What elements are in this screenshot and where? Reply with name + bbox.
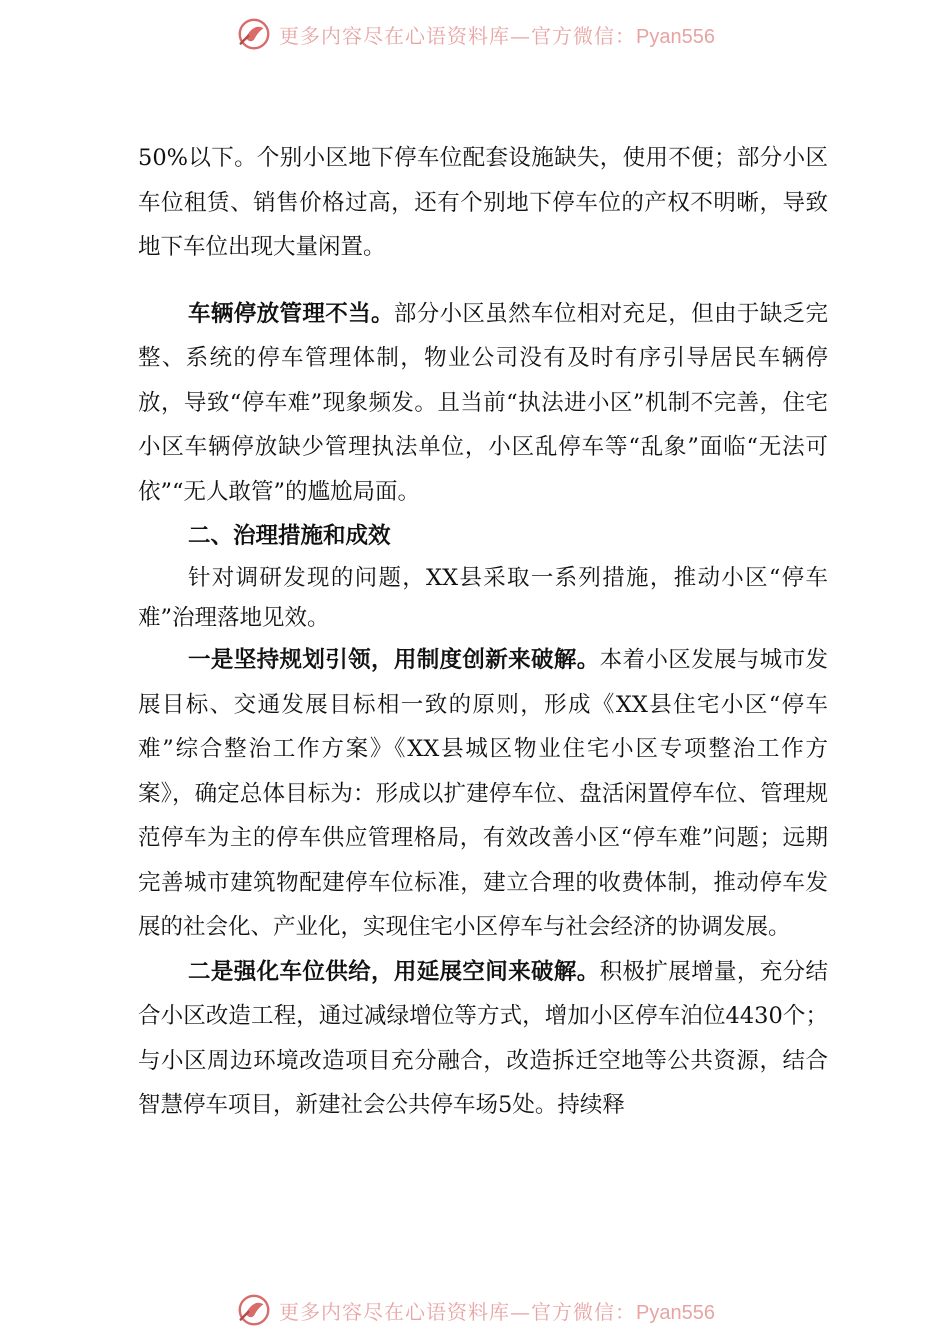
paragraph-lead: 车辆停放管理不当。 [188,300,394,327]
watermark-text: 更多内容尽在心语资料库—官方微信：Pyan556 [279,1299,715,1324]
footer-watermark [0,1290,950,1330]
brand-logo-icon [235,1291,273,1329]
paragraph-lead: 一是坚持规划引领，用制度创新来破解。 [188,647,600,673]
brand-logo-icon [235,15,273,53]
paragraph: 车辆停放管理不当。部分小区虽然车位相对充足，但由于缺乏完整、系统的停车管理体制，物业公司没有及时有序引导居民车辆停放，导致“停车难”现象频发。且当前“执法进小区”机制不完善，住宅小区车辆停放缺少管理执法单位，小区乱停车等“乱象”面临“无法可依”“无人敢管”的尴尬局面。 [138,300,828,505]
watermark-text: 更多内容尽在心语资料库—官方微信：Pyan556 [279,23,715,48]
document-body [138,136,828,1128]
paragraph-lead: 二是强化车位供给，用延展空间来破解。 [188,958,600,985]
paragraph: 针对调研发现的问题，XX县采取一系列措施，推动小区“停车难”治理落地见效。 [138,565,828,631]
header-watermark [0,14,950,54]
section-heading: 二、治理措施和成效 [188,523,391,549]
paragraph: 一是坚持规划引领，用制度创新来破解。本着小区发展与城市发展目标、交通发展目标相一致的原则，形成《XX县住宅小区“停车难”综合整治工作方案》《XX县城区物业住宅小区专项整治工作方案》，确定总体目标为：形成以扩建停车位、盘活闲置停车位、管理规范停车为主的停车供应管理格局，有效改善小区“停车难”问题；远期完善城市建筑物配建停车位标准，建立合理的收费体制，推动停车发展的社会化、产业化，实现住宅小区停车与社会经济的协调发展。 [138,647,828,940]
paragraph: 50%以下。个别小区地下停车位配套设施缺失，使用不便；部分小区车位租赁、销售价格过高，还有个别地下停车位的产权不明晰，导致地下车位出现大量闲置。 [138,145,828,260]
paragraph: 二是强化车位供给，用延展空间来破解。积极扩展增量，充分结合小区改造工程，通过减绿增位等方式，增加小区停车泊位4430个；与小区周边环境改造项目充分融合，改造拆迁空地等公共资源，结合智慧停车项目，新建社会公共停车场5处。持续释 [138,958,828,1118]
